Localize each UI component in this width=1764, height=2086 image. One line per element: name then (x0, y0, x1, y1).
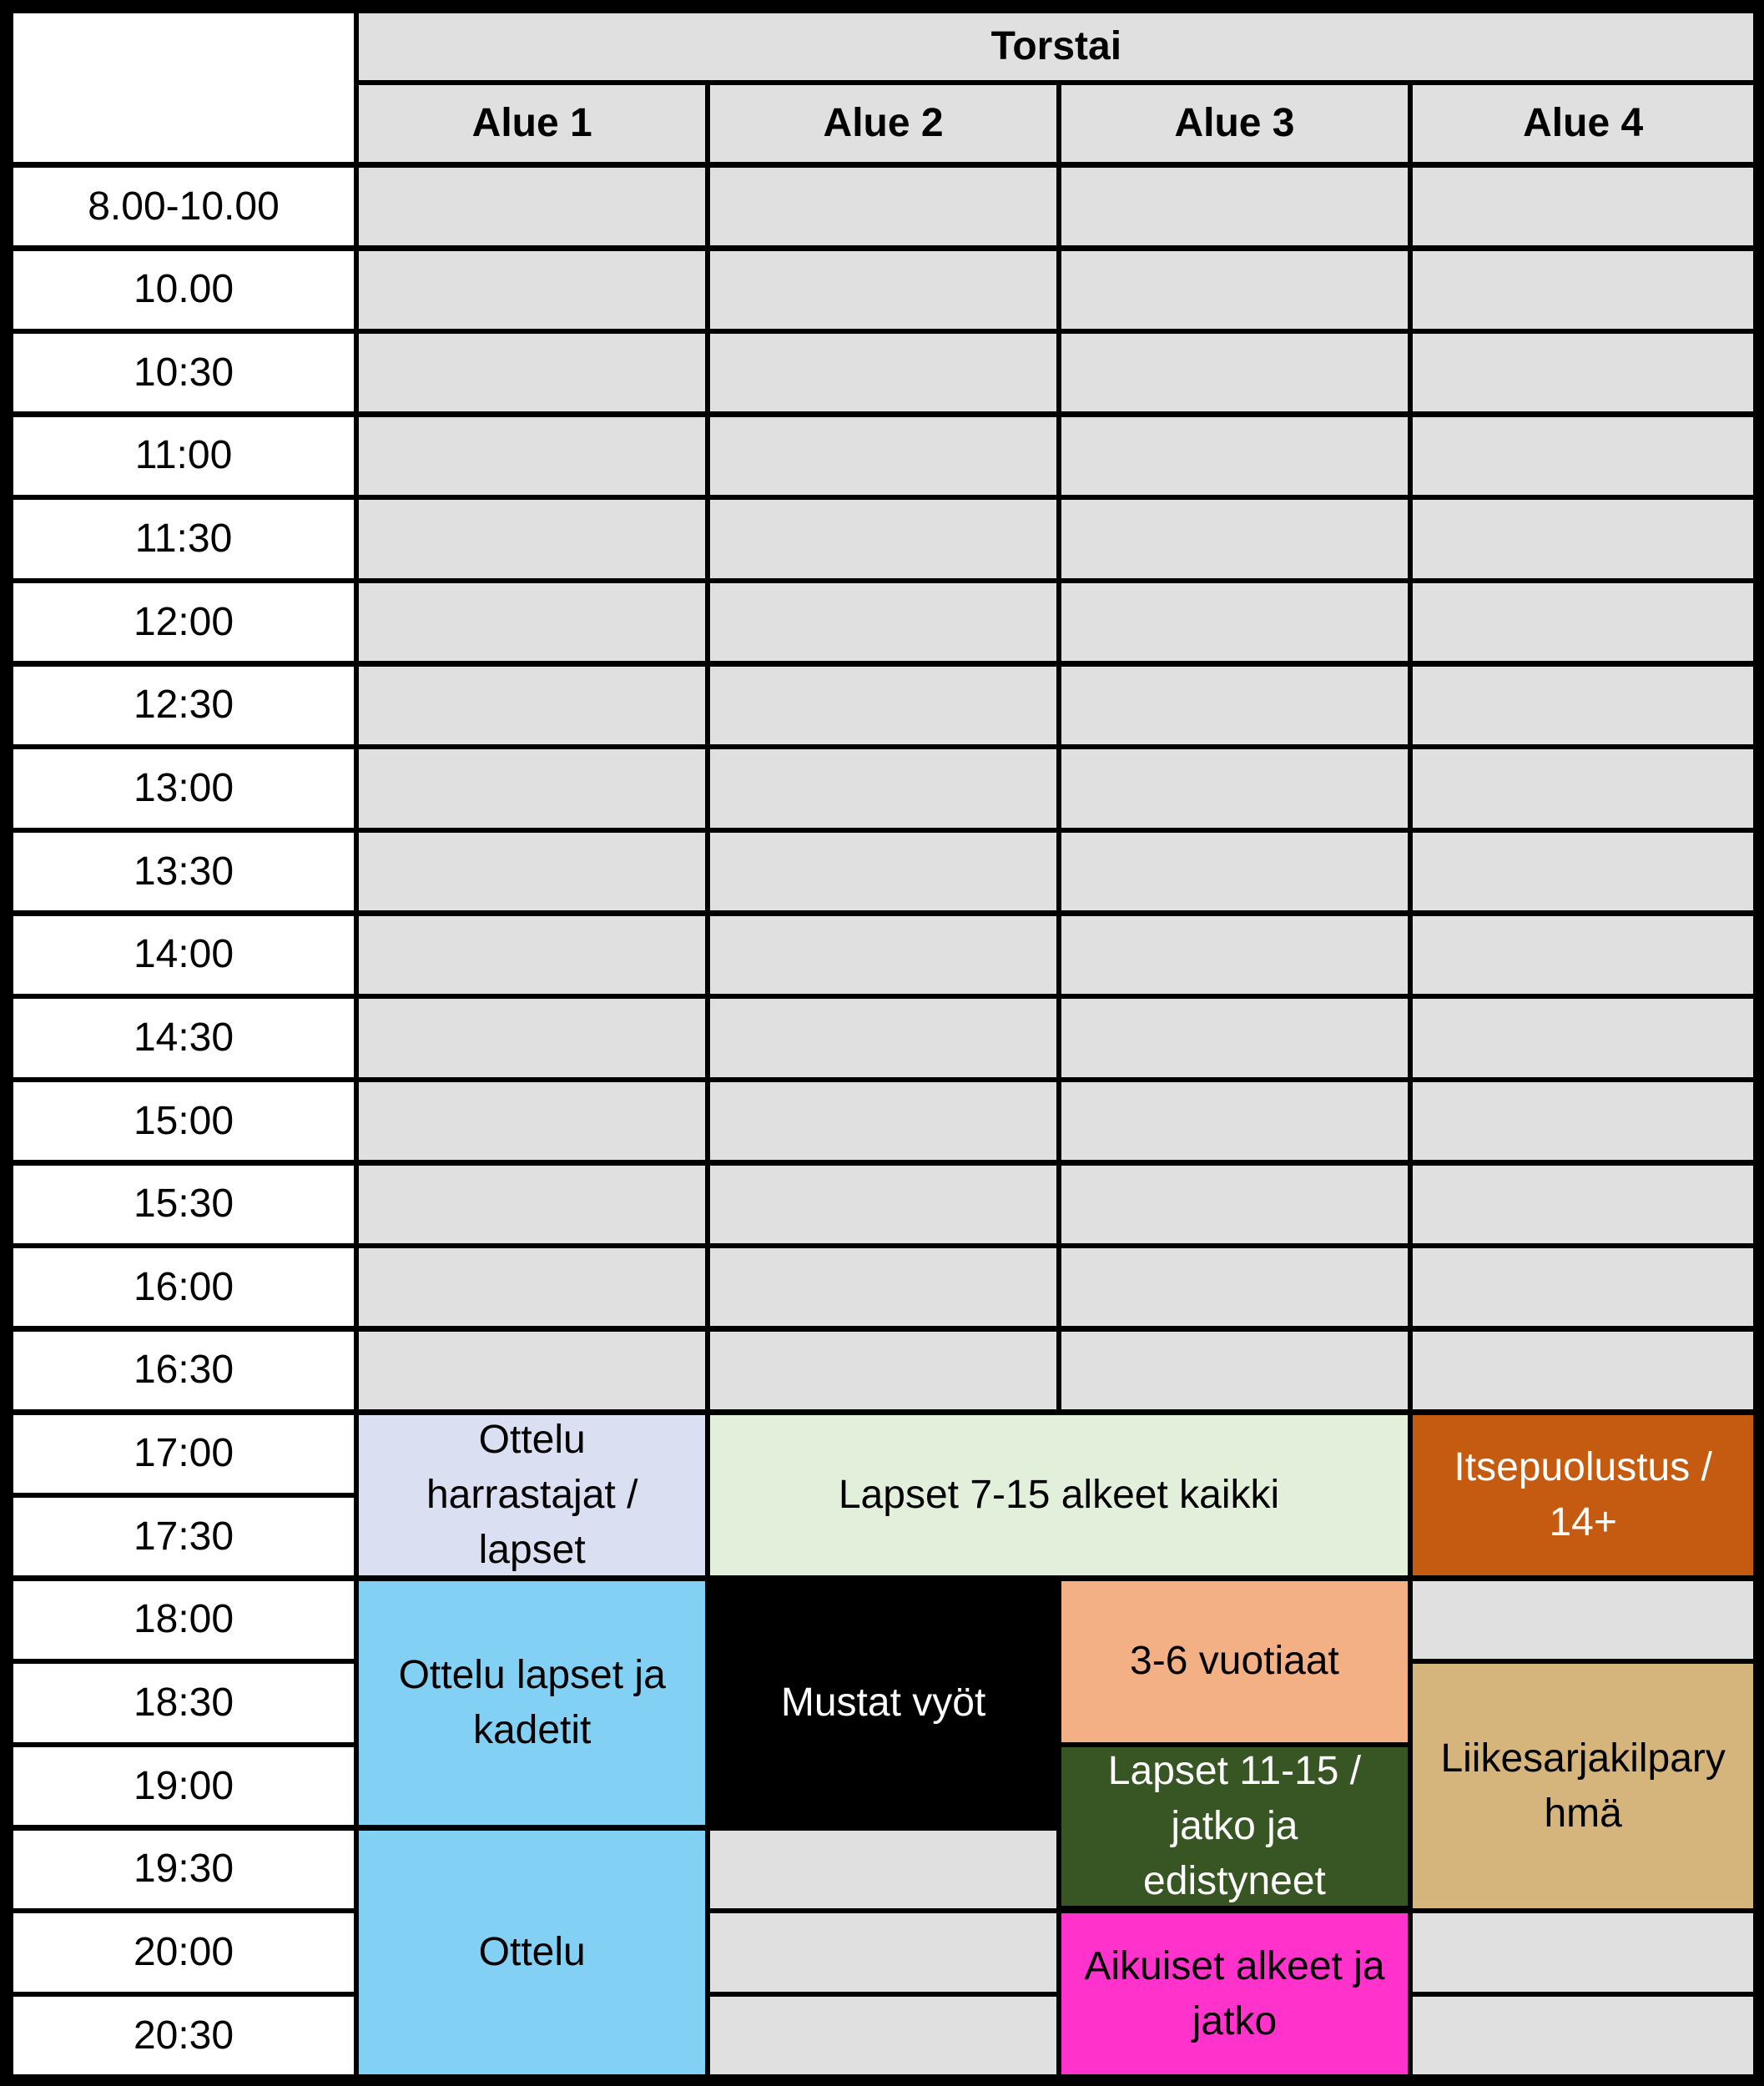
empty-slot (1061, 667, 1408, 744)
empty-slot (1061, 1082, 1408, 1160)
time-label: 16:00 (13, 1248, 354, 1326)
empty-slot (1413, 1082, 1753, 1160)
empty-slot (1061, 749, 1408, 827)
empty-slot (1061, 500, 1408, 577)
empty-slot (359, 334, 705, 411)
time-label: 18:00 (13, 1581, 354, 1659)
day-header: Torstai (359, 13, 1753, 80)
header-corner (13, 13, 354, 163)
event-block: Lapset 7-15 alkeet kaikki (710, 1415, 1407, 1576)
time-label: 11:30 (13, 500, 354, 577)
empty-slot (710, 1997, 1056, 2074)
event-block: Liikesarjakilpary hmä (1413, 1664, 1753, 1908)
empty-slot (710, 1913, 1056, 1991)
empty-slot (1413, 1248, 1753, 1326)
empty-slot (710, 916, 1056, 994)
empty-slot (1413, 1581, 1753, 1659)
time-label: 20:00 (13, 1913, 354, 1991)
empty-slot (1413, 417, 1753, 495)
empty-slot (710, 334, 1056, 411)
empty-slot (359, 417, 705, 495)
empty-slot (359, 916, 705, 994)
time-label: 13:00 (13, 749, 354, 827)
empty-slot (1061, 583, 1408, 661)
event-block: 3-6 vuotiaat (1061, 1581, 1408, 1742)
time-label: 8.00-10.00 (13, 168, 354, 245)
empty-slot (710, 1248, 1056, 1326)
empty-slot (1061, 999, 1408, 1076)
time-label: 12:30 (13, 667, 354, 744)
time-label: 17:00 (13, 1415, 354, 1493)
area-header-3: Alue 3 (1061, 85, 1408, 162)
empty-slot (359, 667, 705, 744)
empty-slot (1061, 1166, 1408, 1243)
empty-slot (359, 833, 705, 910)
time-label: 17:30 (13, 1498, 354, 1575)
empty-slot (710, 583, 1056, 661)
event-block: Ottelu lapset ja kadetit (359, 1581, 705, 1826)
empty-slot (710, 999, 1056, 1076)
area-header-4: Alue 4 (1413, 85, 1753, 162)
time-label: 19:00 (13, 1747, 354, 1825)
empty-slot (710, 1831, 1056, 1908)
time-label: 15:00 (13, 1082, 354, 1160)
empty-slot (1413, 999, 1753, 1076)
empty-slot (710, 667, 1056, 744)
empty-slot (1413, 833, 1753, 910)
empty-slot (710, 749, 1056, 827)
empty-slot (359, 500, 705, 577)
empty-slot (1061, 1332, 1408, 1409)
time-label: 13:30 (13, 833, 354, 910)
empty-slot (710, 1166, 1056, 1243)
empty-slot (1413, 1332, 1753, 1409)
empty-slot (710, 1332, 1056, 1409)
time-label: 20:30 (13, 1997, 354, 2074)
area-header-1: Alue 1 (359, 85, 705, 162)
time-label: 19:30 (13, 1831, 354, 1908)
empty-slot (710, 1082, 1056, 1160)
time-label: 10.00 (13, 251, 354, 329)
empty-slot (710, 833, 1056, 910)
empty-slot (359, 1332, 705, 1409)
empty-slot (1413, 1166, 1753, 1243)
time-label: 18:30 (13, 1664, 354, 1741)
empty-slot (710, 417, 1056, 495)
empty-slot (359, 999, 705, 1076)
time-label: 12:00 (13, 583, 354, 661)
time-label: 11:00 (13, 417, 354, 495)
empty-slot (1061, 334, 1408, 411)
empty-slot (1061, 1248, 1408, 1326)
event-block: Ottelu harrastajat / lapset (359, 1415, 705, 1576)
empty-slot (1413, 168, 1753, 245)
empty-slot (1061, 833, 1408, 910)
empty-slot (359, 168, 705, 245)
empty-slot (1413, 500, 1753, 577)
empty-slot (359, 583, 705, 661)
empty-slot (1061, 251, 1408, 329)
empty-slot (1061, 168, 1408, 245)
time-label: 14:00 (13, 916, 354, 994)
empty-slot (1413, 1913, 1753, 1991)
event-block: Aikuiset alkeet ja jatko (1061, 1913, 1408, 2074)
empty-slot (1413, 916, 1753, 994)
empty-slot (359, 749, 705, 827)
empty-slot (359, 1082, 705, 1160)
event-block: Ottelu (359, 1831, 705, 2075)
empty-slot (1061, 916, 1408, 994)
empty-slot (1413, 1997, 1753, 2074)
empty-slot (359, 1166, 705, 1243)
empty-slot (710, 251, 1056, 329)
empty-slot (1413, 583, 1753, 661)
event-block: Lapset 11-15 / jatko ja edistyneet (1061, 1747, 1408, 1906)
area-header-2: Alue 2 (710, 85, 1056, 162)
empty-slot (710, 500, 1056, 577)
empty-slot (710, 168, 1056, 245)
time-label: 15:30 (13, 1166, 354, 1243)
empty-slot (1413, 749, 1753, 827)
time-label: 10:30 (13, 334, 354, 411)
empty-slot (359, 1248, 705, 1326)
empty-slot (1413, 334, 1753, 411)
time-label: 16:30 (13, 1332, 354, 1409)
empty-slot (1413, 251, 1753, 329)
event-block: Itsepuolustus / 14+ (1413, 1415, 1753, 1576)
time-label: 14:30 (13, 999, 354, 1076)
empty-slot (359, 251, 705, 329)
empty-slot (1061, 417, 1408, 495)
event-block: Mustat vyöt (710, 1581, 1056, 1826)
empty-slot (1413, 667, 1753, 744)
